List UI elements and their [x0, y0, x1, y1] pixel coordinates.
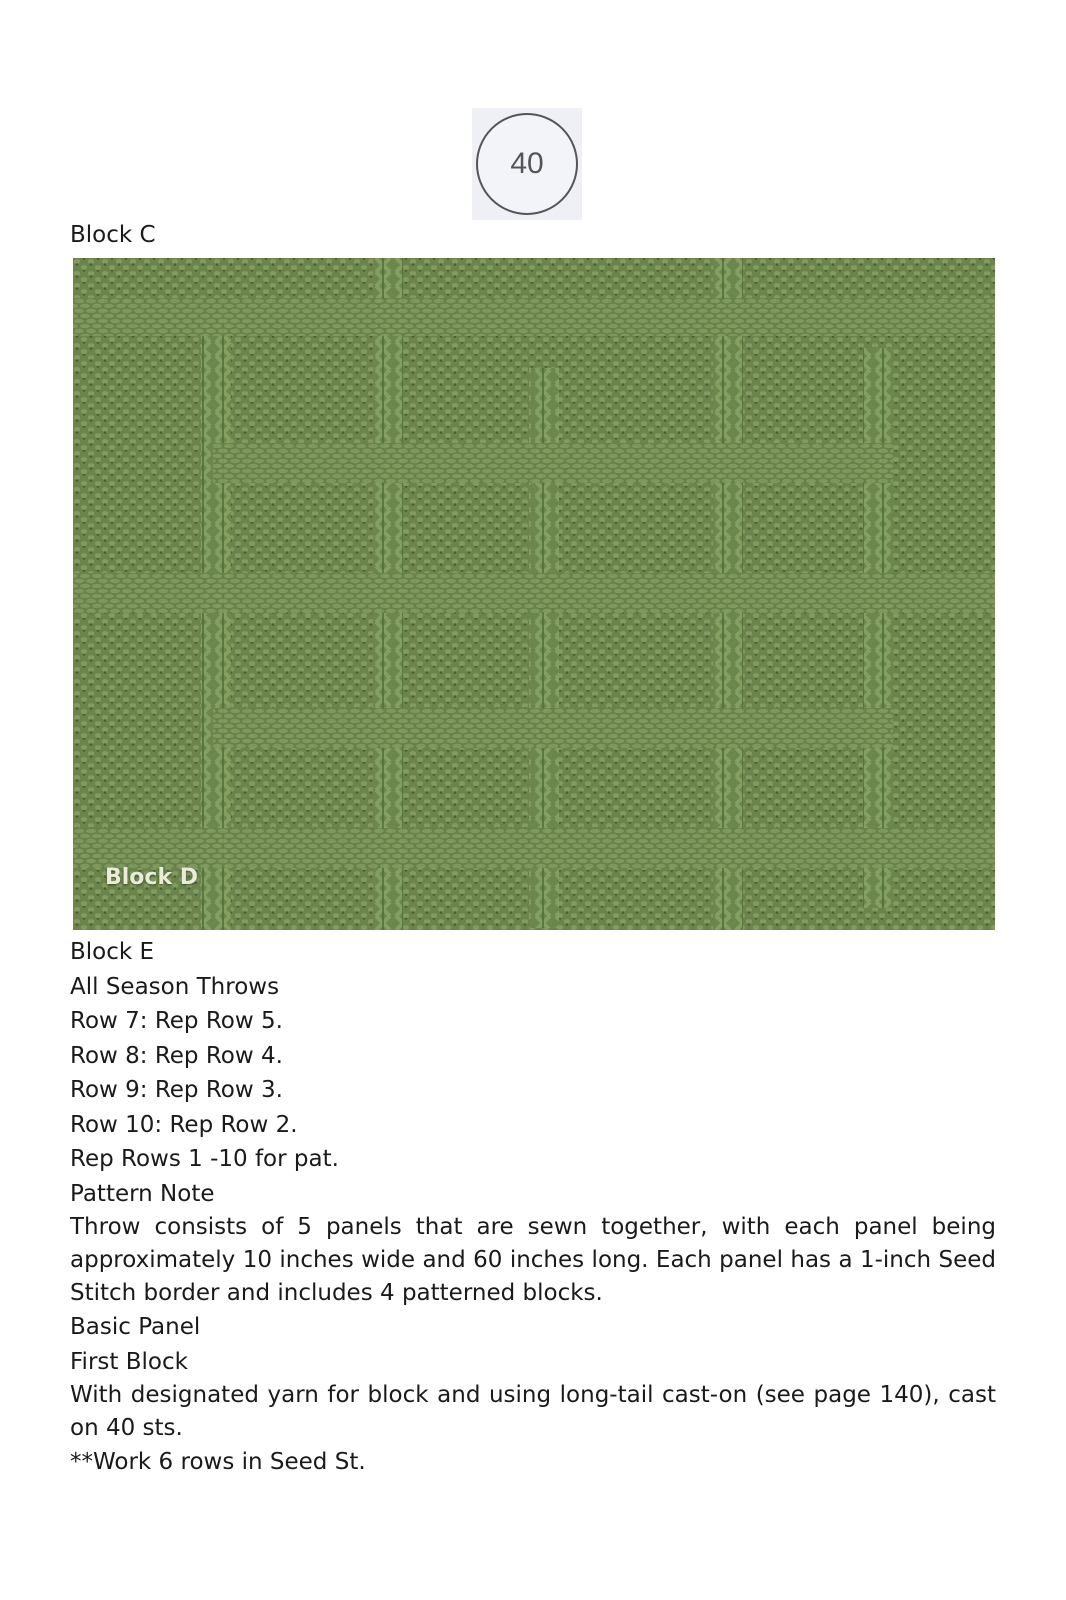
first-block-heading: First Block	[70, 1348, 188, 1375]
block-c-label: Block C	[70, 222, 156, 248]
row-8: Row 8: Rep Row 4.	[70, 1042, 283, 1069]
page-number: 40	[476, 113, 578, 215]
page-number-badge	[472, 108, 582, 220]
pattern-note-heading: Pattern Note	[70, 1180, 215, 1207]
section-title: All Season Throws	[70, 973, 280, 1000]
cast-on-instructions: With designated yarn for block and using long-tail cast-on (see page 140), cast on 40 sts.	[70, 1382, 996, 1441]
block-e-label: Block E	[70, 939, 155, 965]
pattern-note-text: Throw consists of 5 panels that are sewn together, with each panel being approximately 10 inches wide and 60 inches long. Each panel has a 1-inch Seed Stitch border and includes 4 patterned blocks.	[70, 1214, 996, 1306]
knit-texture-image	[73, 258, 995, 930]
rep-rows: Rep Rows 1 -10 for pat.	[70, 1146, 339, 1172]
knit-swatch-photo	[73, 258, 995, 930]
work-rows-instruction: **Work 6 rows in Seed St.	[70, 1449, 366, 1475]
basic-panel-heading: Basic Panel	[70, 1314, 201, 1340]
row-7: Row 7: Rep Row 5.	[70, 1008, 283, 1034]
row-10: Row 10: Rep Row 2.	[70, 1111, 298, 1138]
photo-caption: Block D	[105, 865, 199, 890]
row-9: Row 9: Rep Row 3.	[70, 1077, 283, 1103]
instructions-text	[70, 935, 996, 1480]
